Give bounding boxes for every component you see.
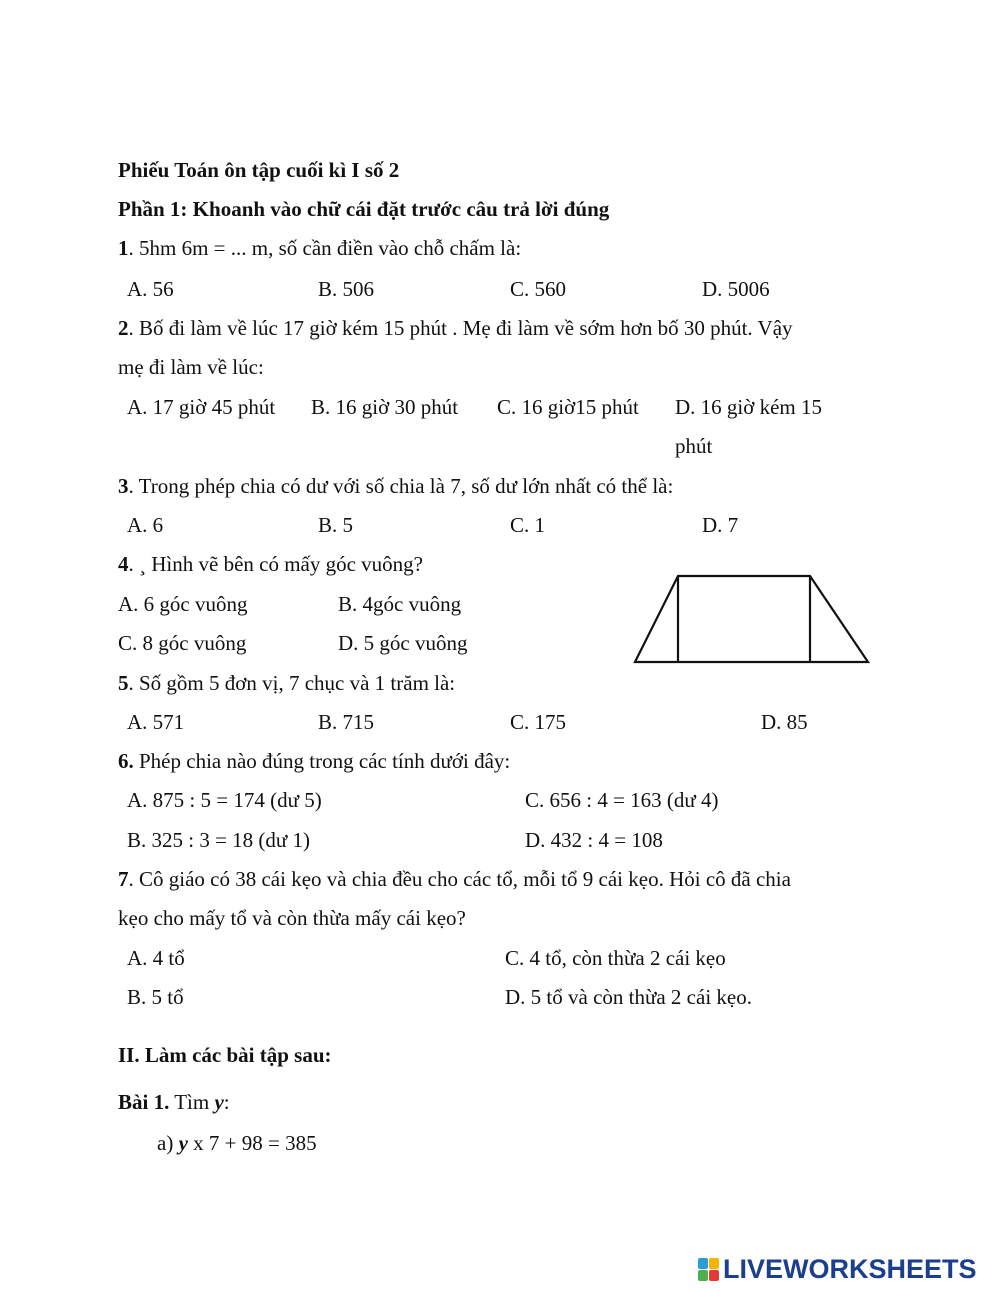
q7-option-a[interactable]: A. 4 tổ <box>127 946 185 970</box>
q2-option-c[interactable]: C. 16 giờ15 phút <box>497 395 639 419</box>
q7-option-d[interactable]: D. 5 tổ và còn thừa 2 cái kẹo. <box>505 985 752 1009</box>
q3-option-b[interactable]: B. 5 <box>318 513 354 537</box>
q6-option-b[interactable]: B. 325 : 3 = 18 (dư 1) <box>127 828 311 852</box>
q5-option-c[interactable]: C. 175 <box>510 710 567 734</box>
q5-option-b[interactable]: B. 715 <box>318 710 375 734</box>
q1-option-b[interactable]: B. 506 <box>318 277 375 301</box>
q4-option-b[interactable]: B. 4góc vuông <box>338 592 462 616</box>
question-number: 3 <box>118 474 129 498</box>
bai1-a <box>157 1133 317 1154</box>
logo-square <box>698 1270 708 1281</box>
question-text: . Bố đi làm về lúc 17 giờ kém 15 phút . Mẹ đi làm về sớm hơn bố 30 phút. Vậy <box>128 316 793 340</box>
worksheet-title: Phiếu Toán ôn tập cuối kì I số 2 <box>118 158 400 182</box>
question-text: . 5hm 6m = ... m, số cần điền vào chỗ chấm là: <box>128 236 522 260</box>
question-2 <box>118 318 793 339</box>
q2-option-d[interactable]: D. 16 giờ kém 15 <box>675 395 823 419</box>
part2-heading: II. Làm các bài tập sau: <box>118 1043 332 1067</box>
bai1-var: y <box>214 1090 224 1114</box>
question-text: . Số gồm 5 đơn vị, 7 chục và 1 trăm là: <box>128 671 456 695</box>
q2-option-b[interactable]: B. 16 giờ 30 phút <box>311 395 459 419</box>
part1-heading: Phần 1: Khoanh vào chữ cái đặt trước câu trả lời đúng <box>118 197 610 221</box>
q6-option-c[interactable]: C. 656 : 4 = 163 (dư 4) <box>525 788 719 812</box>
q4-option-d[interactable]: D. 5 góc vuông <box>338 631 468 655</box>
question-5 <box>118 673 455 694</box>
q3-option-d[interactable]: D. 7 <box>702 513 739 537</box>
question-2-line2: mẹ đi làm về lúc: <box>118 355 264 379</box>
trapezoid-figure <box>630 570 875 670</box>
q1-option-a[interactable]: A. 56 <box>127 277 174 301</box>
question-text: . Cô giáo có 38 cái kẹo và chia đều cho các tổ, mỗi tổ 9 cái kẹo. Hỏi cô đã chia <box>128 867 791 891</box>
question-text: . Trong phép chia có dư với số chia là 7, số dư lớn nhất có thể là: <box>128 474 674 498</box>
question-number: 6. <box>118 749 134 773</box>
trapezoid-outline <box>635 576 868 662</box>
question-text: . ¸ Hình vẽ bên có mấy góc vuông? <box>128 552 424 576</box>
bai1-label: Bài 1. <box>118 1090 170 1114</box>
logo-square <box>709 1258 719 1269</box>
question-7-line2: kẹo cho mấy tổ và còn thừa mấy cái kẹo? <box>118 906 466 930</box>
q7-option-b[interactable]: B. 5 tổ <box>127 985 184 1009</box>
q4-option-a[interactable]: A. 6 góc vuông <box>118 592 248 616</box>
liveworksheets-logo <box>698 1254 977 1284</box>
logo-square <box>698 1258 708 1269</box>
question-number: 4 <box>118 552 129 576</box>
bai1-a-var: y <box>178 1131 188 1155</box>
question-number: 1 <box>118 236 129 260</box>
bai1-a-prefix: a) <box>157 1131 179 1155</box>
question-4 <box>118 554 423 575</box>
question-1 <box>118 238 521 259</box>
question-3 <box>118 476 673 497</box>
question-number: 5 <box>118 671 129 695</box>
bai1-colon: : <box>223 1090 230 1114</box>
question-6 <box>118 751 510 772</box>
q3-option-a[interactable]: A. 6 <box>127 513 164 537</box>
question-text: Phép chia nào đúng trong các tính dưới đây: <box>133 749 511 773</box>
q2-option-d-cont[interactable]: phút <box>675 434 713 458</box>
logo-text: LIVEWORKSHEETS <box>723 1253 977 1284</box>
q1-option-c[interactable]: C. 560 <box>510 277 567 301</box>
question-number: 2 <box>118 316 129 340</box>
q3-option-c[interactable]: C. 1 <box>510 513 546 537</box>
q4-option-c[interactable]: C. 8 góc vuông <box>118 631 247 655</box>
q7-option-c[interactable]: C. 4 tổ, còn thừa 2 cái kẹo <box>505 946 726 970</box>
q6-option-d[interactable]: D. 432 : 4 = 108 <box>525 828 663 852</box>
bai1-a-expr: x 7 + 98 = 385 <box>187 1131 317 1155</box>
logo-squares-icon <box>698 1258 719 1281</box>
q6-option-a[interactable]: A. 875 : 5 = 174 (dư 5) <box>127 788 322 812</box>
bai1-heading <box>118 1092 230 1113</box>
q5-option-d[interactable]: D. 85 <box>761 710 808 734</box>
logo-square <box>709 1270 719 1281</box>
q1-option-d[interactable]: D. 5006 <box>702 277 770 301</box>
bai1-text: Tìm <box>169 1090 215 1114</box>
question-7 <box>118 869 791 890</box>
q2-option-a[interactable]: A. 17 giờ 45 phút <box>127 395 276 419</box>
q5-option-a[interactable]: A. 571 <box>127 710 185 734</box>
question-number: 7 <box>118 867 129 891</box>
